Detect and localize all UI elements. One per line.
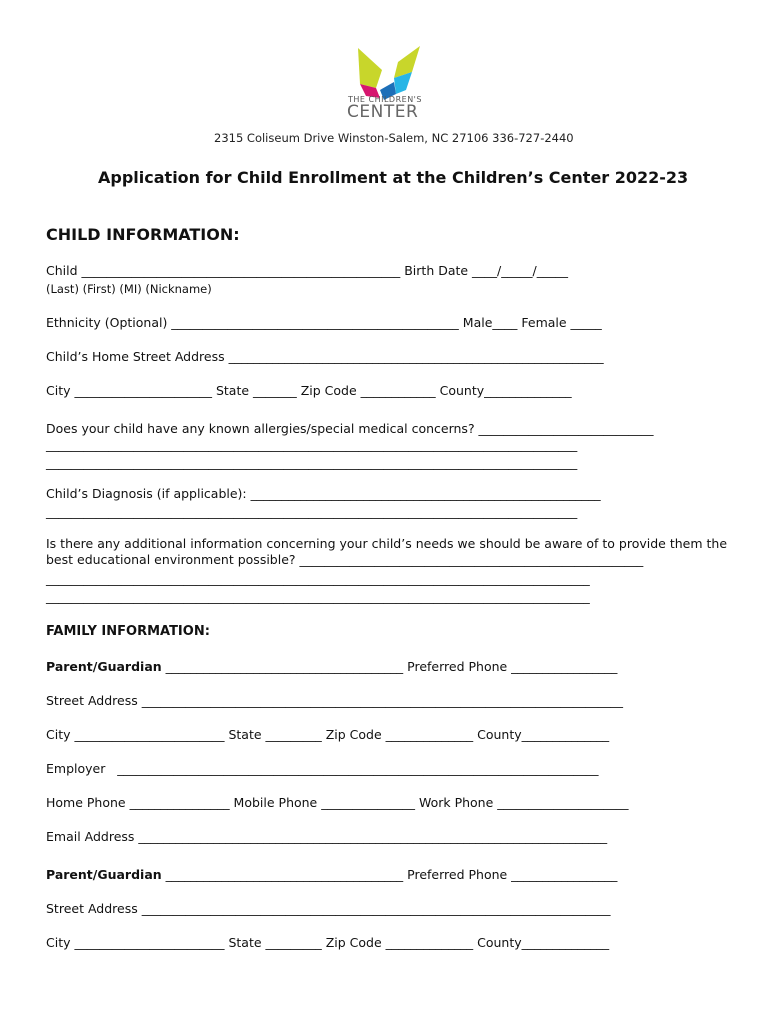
child-name-line[interactable]: Child ___________________________________________________ Birth Date ____/_____/_____ xyxy=(46,263,568,278)
allergy-question[interactable]: Does your child have any known allergies/special medical concerns? ____________________________ xyxy=(46,421,654,436)
ethnicity-line[interactable]: Ethnicity (Optional) ______________________________________________ Male____ Female _____ xyxy=(46,315,602,330)
parent1-city-line[interactable]: City ________________________ State _________ Zip Code ______________ County______________ xyxy=(46,727,610,742)
parent2-city-line[interactable]: City ________________________ State _________ Zip Code ______________ County______________ xyxy=(46,935,610,950)
parent2-guardian-blank[interactable]: ______________________________________ xyxy=(165,867,404,882)
child-home-address-line[interactable]: Child’s Home Street Address ____________________________________________________________ xyxy=(46,349,604,364)
parent1-guardian-blank[interactable]: ______________________________________ xyxy=(165,659,404,674)
allergy-blank-2[interactable]: _____________________________________________________________________________________ xyxy=(46,455,578,470)
family-info-heading: FAMILY INFORMATION: xyxy=(46,624,210,639)
parent2-guardian-row[interactable] xyxy=(46,867,617,882)
additional-info-question: Is there any additional information concerning your child’s needs we should be aware of to provide them the xyxy=(46,536,728,551)
diagnosis-blank[interactable]: _____________________________________________________________________________________ xyxy=(46,504,578,519)
additional-info-line[interactable]: best educational environment possible? _______________________________________________________ xyxy=(46,552,644,567)
additional-blank-1[interactable]: _______________________________________________________________________________________ xyxy=(46,571,590,586)
parent1-guardian-label: Parent/Guardian xyxy=(46,659,162,674)
parent1-preferred-phone[interactable]: Preferred Phone _________________ xyxy=(407,659,618,674)
parent2-guardian-label: Parent/Guardian xyxy=(46,867,162,882)
center-address: 2315 Coliseum Drive Winston-Salem, NC 27106 336-727-2440 xyxy=(214,131,574,145)
allergy-blank-1[interactable]: _____________________________________________________________________________________ xyxy=(46,437,578,452)
child-name-hint: (Last) (First) (MI) (Nickname) xyxy=(46,282,212,296)
child-info-heading: CHILD INFORMATION: xyxy=(46,225,240,244)
diagnosis-line[interactable]: Child’s Diagnosis (if applicable): ________________________________________________________ xyxy=(46,486,601,501)
child-city-line[interactable]: City ______________________ State _______ Zip Code ____________ County______________ xyxy=(46,383,572,398)
parent1-guardian-row[interactable] xyxy=(46,659,617,674)
parent1-street-line[interactable]: Street Address _____________________________________________________________________________ xyxy=(46,693,623,708)
parent2-preferred-phone[interactable]: Preferred Phone _________________ xyxy=(407,867,618,882)
additional-blank-2[interactable]: _______________________________________________________________________________________ xyxy=(46,589,590,604)
parent1-employer-line[interactable]: Employer _____________________________________________________________________________ xyxy=(46,761,599,776)
parent2-street-line[interactable]: Street Address ___________________________________________________________________________ xyxy=(46,901,611,916)
logo-text-line2: CENTER xyxy=(347,102,419,122)
parent1-email-line[interactable]: Email Address ___________________________________________________________________________ xyxy=(46,829,608,844)
parent1-phones-line[interactable]: Home Phone ________________ Mobile Phone _______________ Work Phone _____________________ xyxy=(46,795,629,810)
logo-text-line1: THE CHILDREN'S xyxy=(348,95,422,104)
page-title: Application for Child Enrollment at the Children’s Center 2022-23 xyxy=(98,168,689,187)
